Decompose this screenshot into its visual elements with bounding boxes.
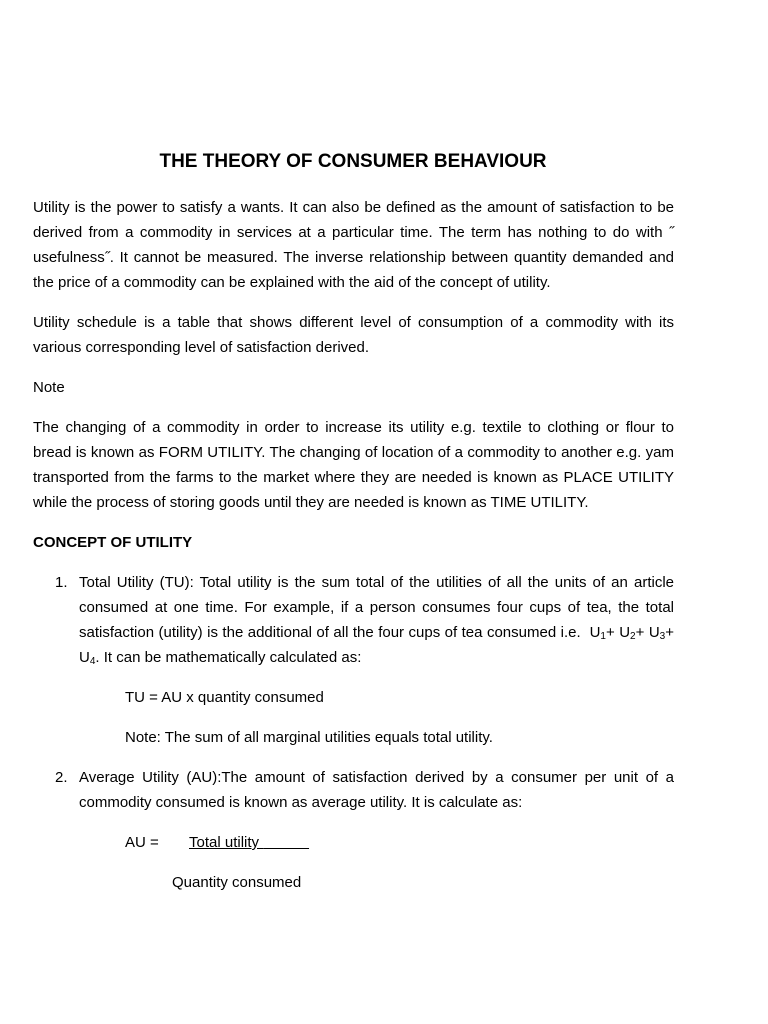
utility-definition-paragraph: Utility is the power to satisfy a wants. It can also be defined as the amount of satisfaction to be derived from a commodity in services at a particular time. The term has nothing to do with ˝ usefulness˝. It cannot be measured. The inverse relationship between quantity demanded and the price of a commodity can be explained with the aid of the concept of utility.: [33, 199, 674, 291]
utility-types-paragraph: The changing of a commodity in order to increase its utility e.g. textile to clothing or flour to bread is known as FORM UTILITY. The changing of location of a commodity to another e.g. yam transported from the farms to the market where they are needed is known as PLACE UTILITY while the process of storing goods until they are needed is known as TIME UTILITY.: [33, 419, 674, 511]
total-utility-text: [79, 570, 674, 670]
page-title: THE THEORY OF CONSUMER BEHAVIOUR: [159, 151, 547, 172]
numerator-underline-extension: [263, 834, 309, 851]
note-label: Note: [33, 379, 65, 396]
u2-symbol: + U: [605, 624, 631, 641]
total-utility-formula: TU = AU x quantity consumed: [125, 689, 324, 706]
u2-subscript: 2: [630, 631, 636, 642]
u4-symbol: + U: [79, 624, 674, 666]
average-utility-definition: Average Utility (AU):The amount of satisfaction derived by a consumer per unit of a commodity consumed is known as average utility. It is calculate as:: [79, 769, 674, 811]
total-utility-definition: Total Utility (TU): Total utility is the sum total of the utilities of all the units of an article consumed at one time. For example, if a person consumes four cups of tea, the total satisfaction (utility) is the additional of all the four cups of tea consumed i.e.: [79, 574, 674, 641]
u3-subscript: 3: [659, 631, 666, 642]
average-utility-formula-lhs: AU =: [125, 834, 159, 851]
average-utility-numerator: [189, 830, 309, 855]
utility-schedule-paragraph: Utility schedule is a table that shows different level of consumption of a commodity with its various corresponding level of satisfaction derived.: [33, 314, 674, 356]
list-number: 1.: [55, 574, 68, 591]
u1-subscript: 1: [600, 631, 606, 642]
total-utility-tail: . It can be mathematically calculated as:: [95, 649, 362, 666]
list-number: 2.: [55, 769, 68, 786]
numerator-text: Total utility: [189, 834, 264, 851]
u1-symbol: U: [589, 624, 601, 641]
total-utility-note: Note: The sum of all marginal utilities equals total utility.: [125, 729, 493, 746]
u3-symbol: + U: [635, 624, 660, 641]
average-utility-denominator: Quantity consumed: [172, 874, 302, 891]
concept-of-utility-heading: CONCEPT OF UTILITY: [33, 534, 193, 551]
u4-subscript: 4: [89, 656, 96, 667]
